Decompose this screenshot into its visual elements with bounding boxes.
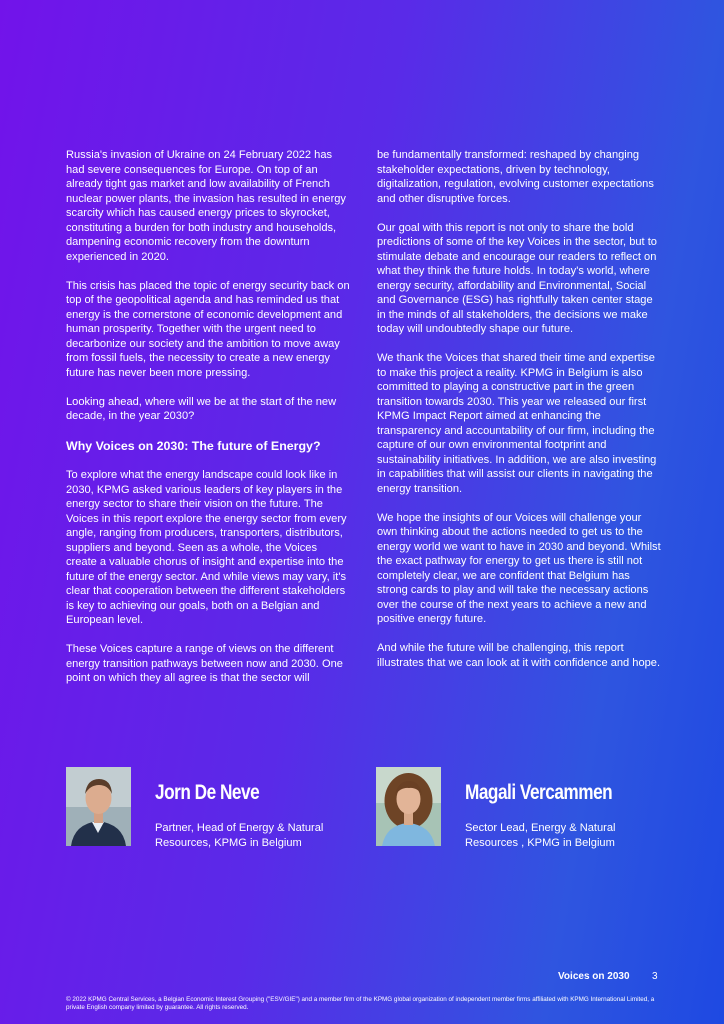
portrait-photo	[376, 767, 441, 846]
footer-disclaimer: © 2022 KPMG Central Services, a Belgian Economic Interest Grouping ("ESV/GIE") and a member firm of the KPMG global organization of independent member firms affiliated with KPMG International Limited, a private English company limited by guarantee. All rights reserved.	[66, 996, 655, 1011]
paragraph: And while the future will be challenging, this report illustrates that we can look at it with confidence and hope.	[377, 642, 661, 669]
paragraph: Our goal with this report is not only to share the bold predictions of some of the key Voices in the sector, but to stimulate debate and encourage our readers to reflect on what they think the future holds. In today's world, where energy security, affordability and Environmental, Social and Governance (ESG) has rightfully taken center stage in the minds of all stakeholders, the decisions we make today will undoubtedly shape our future.	[377, 221, 657, 335]
portrait-photo	[66, 767, 131, 846]
paragraph: Looking ahead, where will we be at the start of the new decade, in the year 2030?	[66, 395, 337, 422]
signatory-name: Jorn De Neve	[155, 781, 260, 804]
signatory-name: Magali Vercammen	[465, 781, 613, 804]
signatory-role: Partner, Head of Energy & Natural Resources, KPMG in Belgium	[155, 822, 324, 849]
paragraph: These Voices capture a range of views on the different energy transition pathways between now and 2030. One point on which they all agree is that the sector will	[66, 643, 343, 684]
page-number: 3	[652, 971, 658, 982]
paragraph: To explore what the energy landscape could look like in 2030, KPMG asked various leaders of key players in the energy sector to share their vision on the future. The Voices in this report explore the energy sector from every angle, ranging from producers, transporters, distributors, suppliers and beyond. Seen as a whole, the Voices create a valuable chorus of insight and expertise into the future of the energy sector. And while views may vary, it's clear that cooperation between the different stakeholders is key to achieving our goals, both on a Belgian and European level.	[66, 469, 347, 626]
portrait-illustration	[66, 767, 131, 846]
paragraph: This crisis has placed the topic of energy security back on top of the geopolitical agenda and has reminded us that energy is the cornerstone of economic development and human prosperity. Together with the urgent need to decarbonize our society and the ambition to move away from fossil fuels, the necessity to create a new energy future has never been more pressing.	[66, 279, 350, 379]
footer-label: Voices on 2030	[558, 971, 630, 982]
left-column	[66, 148, 350, 700]
section-heading: Why Voices on 2030: The future of Energy?	[66, 439, 321, 453]
paragraph: Russia's invasion of Ukraine on 24 February 2022 has had severe consequences for Europe. On top of an already tight gas market and low availability of French nuclear power plants, the invasion has resulted in energy scarcity which has caused energy prices to skyrocket, constituting a burden for both industry and households, dampening economic recovery from the downturn experienced in 2020.	[66, 149, 346, 263]
right-column	[377, 148, 663, 685]
portrait-illustration	[376, 767, 441, 846]
paragraph: We hope the insights of our Voices will challenge your own thinking about the actions needed to get us to the energy world we want to have in 2030 and beyond. Whilst the exact pathway for energy to get us there is still not completely clear, we are confident that Belgium has strong cards to play and will take the necessary actions over the course of the next years to achieve a new and positive energy future.	[377, 511, 661, 625]
paragraph: We thank the Voices that shared their time and expertise to make this project a reality. KPMG in Belgium is also committed to playing a constructive part in the green transition towards 2030. This year we released our first KPMG Impact Report aimed at enhancing the transparency and accountability of our firm, including the capture of our own environmental footprint and sustainability initiatives. In addition, we are also investing in capabilities that will assist our clients in navigating the energy transition.	[377, 352, 657, 495]
paragraph: be fundamentally transformed: reshaped by changing stakeholder expectations, driven by technology, digitalization, regulation, evolving customer expectations and other disruptive forces.	[377, 149, 654, 205]
signatory-role: Sector Lead, Energy & Natural Resources , KPMG in Belgium	[465, 822, 616, 849]
